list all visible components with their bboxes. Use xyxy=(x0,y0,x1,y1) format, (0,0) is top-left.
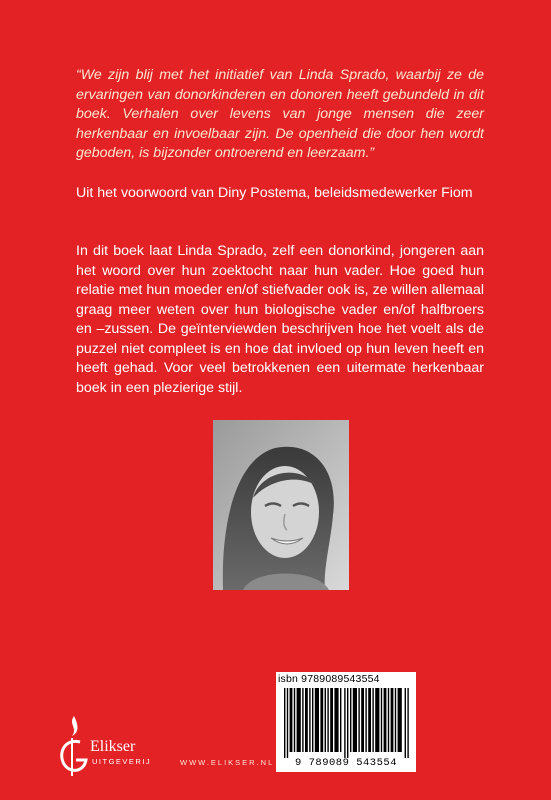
barcode-bars xyxy=(284,688,410,758)
publisher-name: Elikser xyxy=(90,738,136,755)
book-description: In dit boek laat Linda Sprado, zelf een donorkind, jongeren aan het woord over hun zoektocht naar hun vader. Hoe goed hun relatie met hun moeder en/of stiefvader ook is, ze willen allemaal graag meer weten over hun biologische vader en/of halfbroers en –zussen. De geïnterviewden beschrijven hoe het voelt als de puzzel niet compleet is en hoe dat invloed op hun leven heeft en heeft gehad. Voor veel betrokkenen een uitermate herkenbaar boek in een plezierige stijl. xyxy=(76,243,484,396)
quote-attribution: Uit het voorwoord van Diny Postema, beleidsmedewerker Fiom xyxy=(76,185,473,201)
isbn-label: isbn 9789089543554 xyxy=(278,673,380,685)
author-photo xyxy=(213,420,349,590)
publisher-subtitle: UITGEVERIJ xyxy=(92,757,152,766)
back-cover-quote: “We zijn blij met het initiatief van Linda Sprado, waarbij ze de ervaringen van donorkinderen en donoren heeft gebundeld in dit boek. Verhalen over levens van jonge mensen die zeer herkenbaar en invoelbaar zijn. De openheid die door hen wordt geboden, is bijzonder ontroerend en leerzaam.” xyxy=(76,67,484,161)
publisher-website: WWW.ELIKSER.NL xyxy=(180,758,275,767)
barcode-digits: 9 789089 543554 xyxy=(294,757,397,769)
isbn-barcode xyxy=(276,672,416,772)
publisher-logo-icon xyxy=(56,714,92,778)
